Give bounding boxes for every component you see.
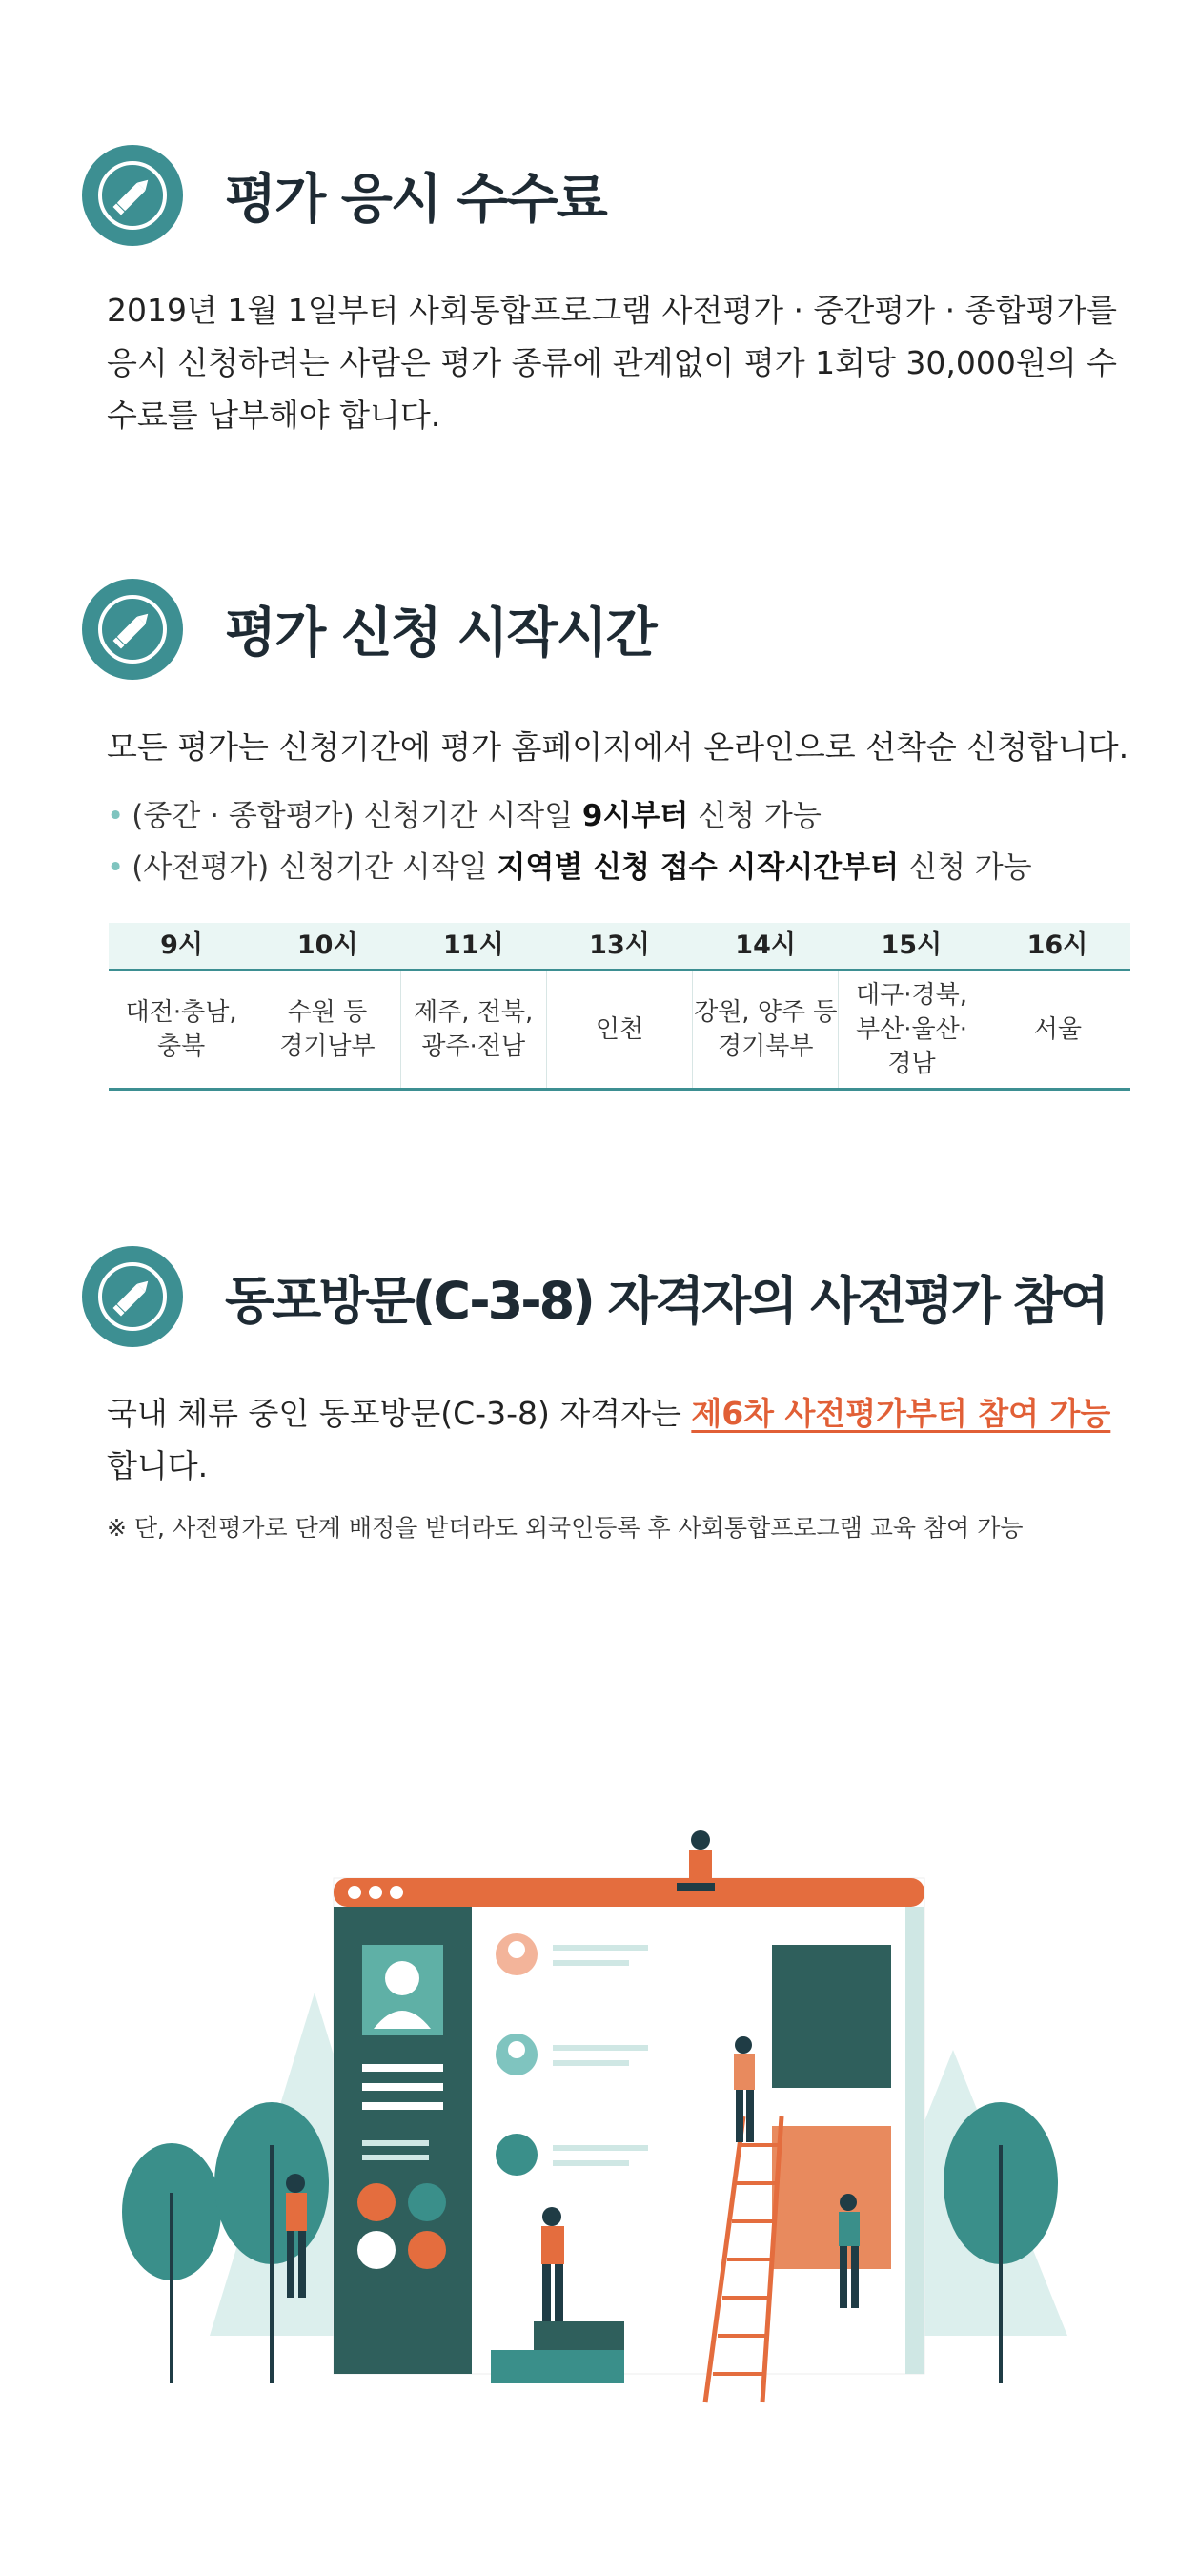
table-header-cell: 13시 (589, 930, 650, 960)
table-cell: 인천 (547, 971, 693, 1088)
section-header-compatriot (82, 1244, 1107, 1349)
table-header-cell: 16시 (1026, 930, 1088, 960)
pencil-icon (82, 1246, 183, 1347)
table-cell: 대전·충남, 충북 (109, 971, 254, 1088)
table-cell: 서울 (1033, 1015, 1082, 1044)
bullet-item: • (중간 · 종합평가) 신청기간 시작일 9시부터 신청 가능 (107, 799, 822, 833)
table-header-cell: 10시 (296, 930, 358, 960)
pencil-icon (82, 145, 183, 246)
table-cell: 수원 등 경기남부 (254, 971, 400, 1088)
people-building-webpage-illustration (114, 1802, 1086, 2431)
fee-description: 2019년 1월 1일부터 사회통합프로그램 사전평가 · 중간평가 · 종합평가를 응시 신청하려는 사람은 평가 종류에 관계없이 평가 1회당 30,000원의 수수료를 납부해야 합니다. (107, 292, 1117, 434)
footnote: ※ 단, 사전평가로 단계 배정을 받더라도 외국인등록 후 사회통합프로그램 교육 참여 가능 (107, 1514, 1024, 1542)
table-cell: 대구·경북, 부산·울산· 경남 (839, 971, 985, 1088)
table-header-cell: 9시 (160, 930, 203, 960)
table-header-row (109, 923, 1130, 971)
section-title: 평가 신청 시작시간 (225, 603, 656, 664)
pencil-icon (82, 579, 183, 680)
section-title: 동포방문(C-3-8) 자격자의 사전평가 참여 (225, 1270, 1107, 1331)
compatriot-description: 국내 체류 중인 동포방문(C-3-8) 자격자는 제6차 사전평가부터 참여 가능 합니다. (107, 1395, 1111, 1484)
table-header-cell: 15시 (881, 930, 943, 960)
table-cell: 강원, 양주 등 경기북부 (693, 971, 839, 1088)
table-row (109, 971, 1130, 1091)
highlight-text: 제6차 사전평가부터 참여 가능 (691, 1395, 1111, 1432)
section-header-fee (82, 143, 606, 248)
start-time-intro: 모든 평가는 신청기간에 평가 홈페이지에서 온라인으로 선착순 신청합니다. (107, 728, 1129, 766)
bullet-item: • (사전평가) 신청기간 시작일 지역별 신청 접수 시작시간부터 신청 가능 (107, 850, 1032, 885)
table-header-cell: 14시 (735, 930, 796, 960)
region-time-table (109, 923, 1130, 1091)
section-header-start-time (82, 577, 656, 682)
table-header-cell: 11시 (443, 930, 504, 960)
table-cell: 제주, 전북, 광주·전남 (401, 971, 547, 1088)
section-title: 평가 응시 수수료 (225, 169, 606, 231)
